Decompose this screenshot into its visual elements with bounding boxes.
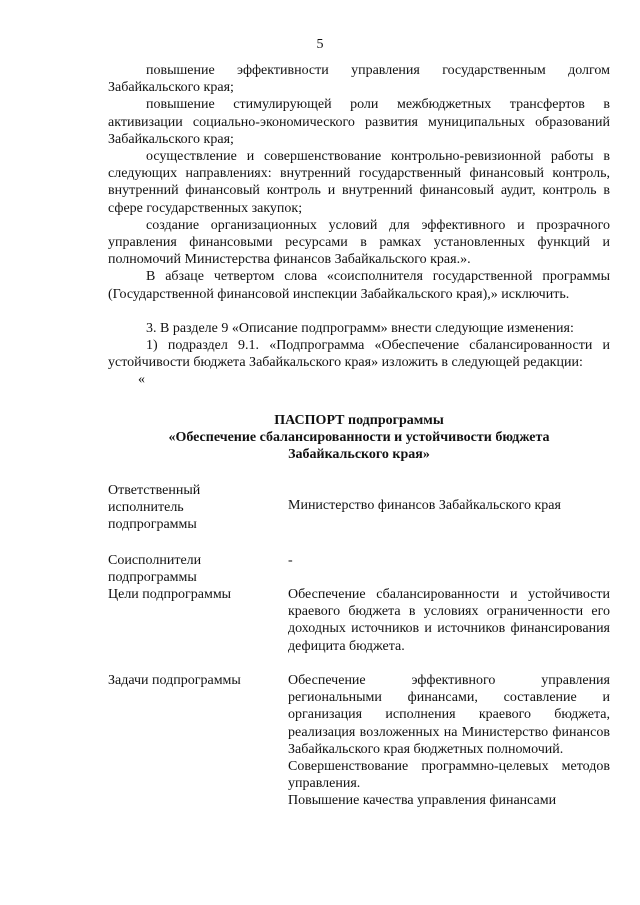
passport-title [108, 412, 610, 464]
quote-mark: « [138, 372, 145, 388]
row-value-paragraph: Совершенствование программно-целевых методов управления. [288, 759, 610, 792]
paragraph: 1) подраздел 9.1. «Подпрограмма «Обеспечение сбалансированности и устойчивости бюджета Забайкальского края» изложить в следующей редакции: [108, 338, 610, 371]
list-item: создание организационных условий для эффективного и прозрачного управления финансовыми ресурсами в рамках установленных функций и полномочий Министерства финансов Забайкальского края.». [108, 217, 610, 268]
row-value-paragraph: Обеспечение эффективного управления региональными финансами, составление и организация исполнения краевого бюджета, реализация возложенных на Министерство финансов Забайкальского края бюджетных полномочий. [288, 673, 610, 757]
row-label: Задачи подпрограммы [108, 673, 241, 688]
row-value: Обеспечение сбалансированности и устойчивости краевого бюджета в условиях ограниченности его доходных источников и источников финансирования дефицита бюджета. [288, 587, 610, 654]
intro-block [108, 62, 610, 389]
list-item: повышение эффективности управления государственным долгом Забайкальского края; [108, 63, 610, 96]
row-value: Министерство финансов Забайкальского края [288, 498, 561, 513]
row-value-paragraph: Повышение качества управления финансами [288, 793, 557, 809]
row-label: Цели подпрограммы [108, 587, 232, 602]
row-value [288, 672, 610, 810]
section-heading: 3. В разделе 9 «Описание подпрограмм» внести следующие изменения: [146, 320, 574, 336]
list-item: осуществление и совершенствование контрольно-ревизионной работы в следующих направлениях: внутренний государственный финансовый контроль, внутренний финансовый контроль и внутренний финансовый аудит, контроль в сфере государственных закупок; [108, 149, 610, 216]
list-item: повышение стимулирующей роли межбюджетных трансфертов в активизации социально-экономического развития муниципальных образований Забайкальского края; [108, 97, 610, 147]
row-label: Ответственный исполнитель подпрограммы [108, 483, 201, 533]
page-number: 5 [316, 37, 324, 52]
passport-title-line: «Обеспечение сбалансированности и устойчивости бюджета [168, 430, 550, 446]
row-label: Соисполнители подпрограммы [108, 553, 202, 586]
row-value: - [288, 553, 293, 568]
passport-title-line: ПАСПОРТ подпрограммы [274, 413, 444, 428]
paragraph: В абзаце четвертом слова «соисполнителя государственной программы (Государственной финансовой инспекции Забайкальского края),» исключить. [108, 269, 610, 302]
passport-title-line: Забайкальского края» [288, 447, 430, 463]
